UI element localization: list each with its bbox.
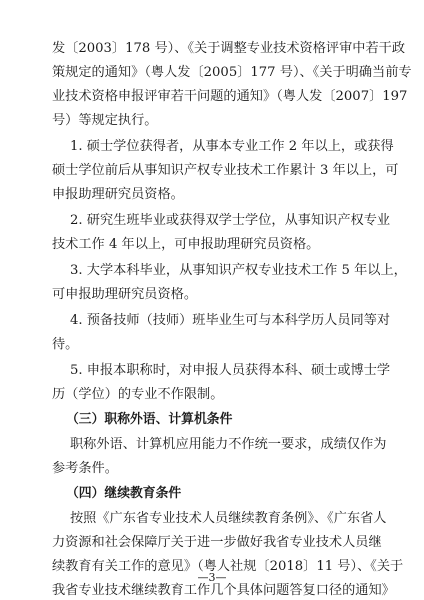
text-line: 续教育有关工作的意见》（粤人社规〔2018〕11 号）、《关于	[52, 559, 404, 574]
text-line: 3. 大学本科毕业，从事知识产权专业技术工作 5 年以上，	[70, 263, 407, 278]
text-line: 硕士学位前后从事知识产权专业技术工作累计 3 年以上，可	[52, 163, 399, 178]
text-line: 申报助理研究员资格。	[52, 187, 184, 202]
page-number: —3—	[197, 571, 227, 584]
text-line: 5. 申报本职称时，对申报人员获得本科、硕士或博士学	[70, 363, 391, 378]
text-line: 按照《广东省专业技术人员继续教育条例》、《广东省人	[70, 511, 387, 526]
text-line: 2. 研究生班毕业或获得双学士学位，从事知识产权专业	[70, 213, 391, 228]
section-heading: （三）职称外语、计算机条件	[66, 412, 233, 427]
text-line: 力资源和社会保障厅关于进一步做好我省专业技术人员继	[52, 535, 382, 550]
text-line: 策规定的通知》（粤人发〔2005〕177 号）、《关于明确当前专	[52, 65, 412, 80]
text-line: 可申报助理研究员资格。	[52, 287, 198, 302]
section-heading: （四）继续教育条件	[66, 486, 182, 501]
text-line: 我省专业技术继续教育工作几个具体问题答复口径的通知》	[52, 583, 395, 598]
text-line: 职称外语、计算机应用能力不作统一要求，成绩仅作为	[70, 437, 387, 452]
text-line: 1. 硕士学位获得者，从事本专业工作 2 年以上，或获得	[70, 139, 394, 154]
text-line: 历（学位）的专业不作限制。	[52, 387, 224, 402]
text-line: 号）等规定执行。	[52, 113, 158, 128]
text-line: 业技术资格申报评审若干问题的通知》（粤人发〔2007〕197	[52, 89, 408, 104]
text-line: 待。	[52, 337, 79, 352]
text-line: 技术工作 4 年以上，可申报助理研究员资格。	[52, 237, 320, 252]
text-line: 4. 预备技师（技师）班毕业生可与本科学历人员同等对	[70, 313, 391, 328]
text-line: 参考条件。	[52, 461, 118, 476]
text-line: 发〔2003〕178 号）、《关于调整专业技术资格评审中若干政	[52, 41, 406, 56]
